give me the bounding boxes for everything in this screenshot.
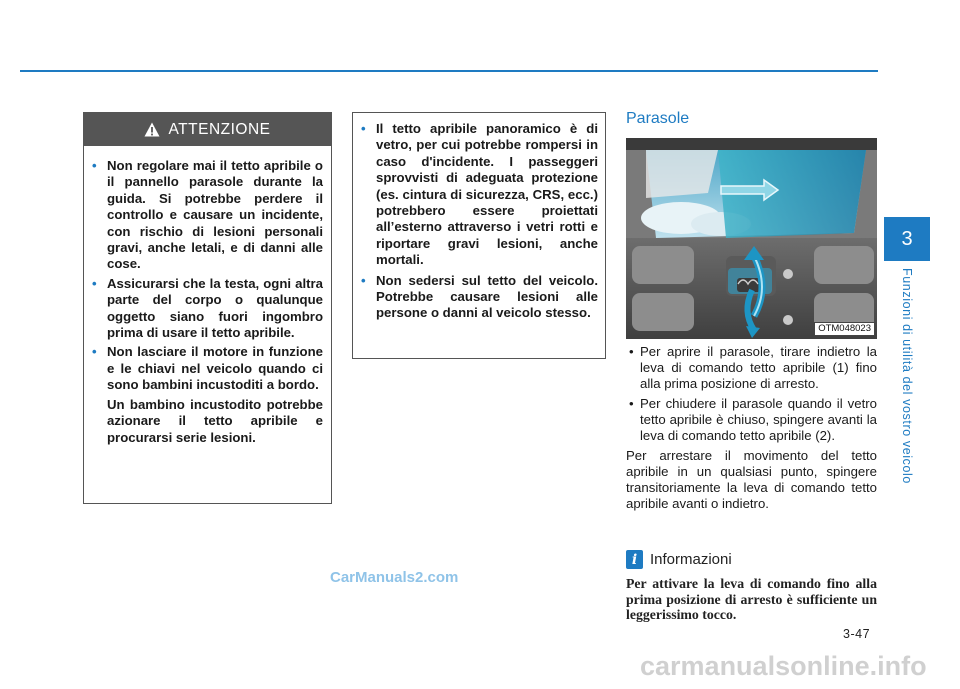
sunshade-illustration — [626, 138, 877, 339]
instruction-paragraph: Per arrestare il movimento del tetto apribile in un qualsiasi punto, spingere transitoriamente la leva di comando tetto apribile avanti o indietro. — [626, 448, 877, 511]
warning-item: • Non sedersi sul tetto del veicolo. Potrebbe causare lesioni alle persone o danni al veicolo stesso. — [367, 273, 598, 322]
instruction-item: • Per aprire il parasole, tirare indietro la leva di comando tetto apribile (1) fino alla prima posizione di arresto. — [626, 344, 877, 392]
chapter-title: Funzioni di utilità del vostro veicolo — [900, 268, 914, 484]
warning-continued-list — [353, 113, 605, 322]
page-number: 3-47 — [843, 627, 871, 641]
warning-title: ATTENZIONE — [168, 120, 271, 138]
sunroof-photo-graphic — [626, 138, 877, 339]
warning-header — [84, 113, 331, 146]
top-rule — [20, 70, 878, 72]
section-title: Parasole — [626, 110, 690, 127]
info-icon: i — [626, 550, 643, 569]
watermark-link[interactable]: CarManuals2.com — [330, 569, 459, 586]
watermark-text: carmanualsonline.info — [640, 651, 927, 681]
warning-box — [83, 112, 332, 504]
warning-item: • Assicurarsi che la testa, ogni altra parte del corpo o qualunque oggetto siano fuori ingombro prima di usare il tetto apribile. — [98, 276, 323, 342]
instruction-list — [626, 344, 877, 444]
warning-item: • Non regolare mai il tetto apribile o il pannello parasole durante la guida. Si potrebbe perdere il controllo e causare un incidente, con rischio di lesioni personali gravi, anche letali, e di danni alle cose. — [98, 158, 323, 273]
warning-item: • Il tetto apribile panoramico è di vetro, per cui potrebbe rompersi in caso d'incidente. I passeggeri sprovvisti di adeguata protezione (es. cintura di sicurezza, CRS, ecc.) potrebbero essere proiettati all’esterno attraverso i vetri rotti e riportare gravi lesioni, anche mortali. — [367, 121, 598, 269]
warning-item: • Non lasciare il motore in funzione e le chiavi nel veicolo quando ci sono bambini incustoditi a bordo. — [98, 344, 323, 393]
warning-list — [84, 146, 331, 446]
info-title: Informazioni — [650, 551, 732, 568]
warning-triangle-icon — [144, 122, 160, 137]
warning-continued-box — [352, 112, 606, 359]
image-code: OTM048023 — [814, 322, 875, 336]
warning-extra-text: Un bambino incustodito potrebbe azionare il tetto apribile e procurarsi serie lesioni. — [107, 396, 323, 445]
info-text: Per attivare la leva di comando fino alla prima posizione di arresto è sufficiente un leggerissimo tocco. — [626, 576, 877, 622]
section-body — [626, 344, 877, 512]
chapter-tab: 3 — [884, 217, 930, 261]
instruction-item: • Per chiudere il parasole quando il vetro tetto apribile è chiuso, spingere avanti la leva di comando tetto apribile (2). — [626, 396, 877, 444]
info-heading — [626, 550, 732, 569]
